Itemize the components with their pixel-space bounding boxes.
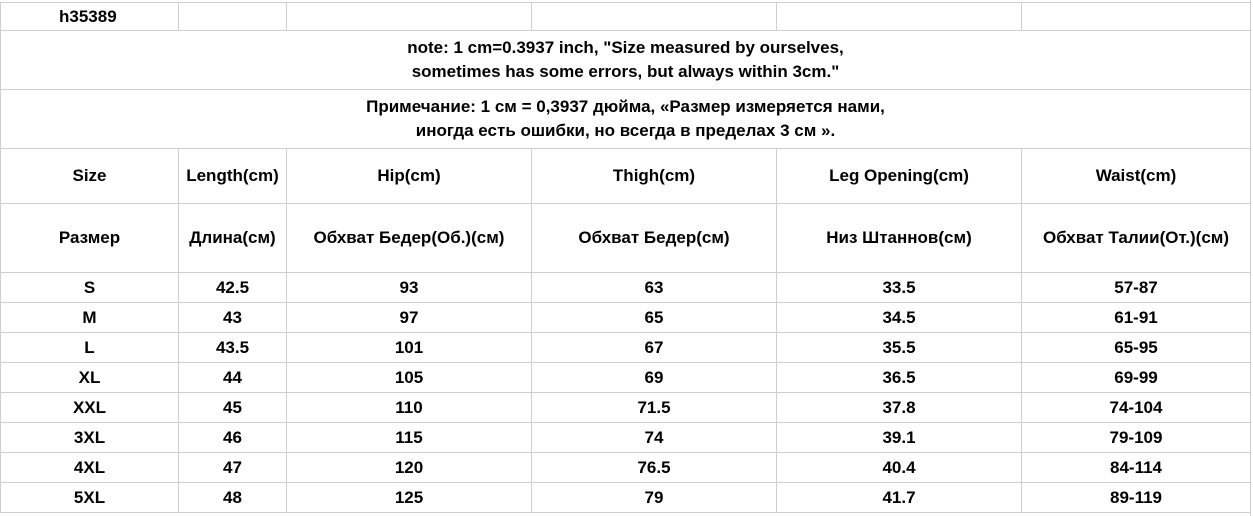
note-english-line: sometimes has some errors, but always within 3cm." bbox=[411, 62, 840, 81]
header-hip: Hip(cm) bbox=[287, 149, 532, 204]
empty-cell bbox=[532, 3, 777, 31]
hip-cell: 110 bbox=[287, 393, 532, 423]
waist-cell: 74-104 bbox=[1022, 393, 1251, 423]
hip-cell: 120 bbox=[287, 453, 532, 483]
leg-opening-cell: 33.5 bbox=[777, 273, 1022, 303]
hip-cell: 101 bbox=[287, 333, 532, 363]
header-waist: Waist(cm) bbox=[1022, 149, 1251, 204]
hip-cell: 97 bbox=[287, 303, 532, 333]
thigh-cell: 71.5 bbox=[532, 393, 777, 423]
table-row bbox=[1, 483, 1251, 513]
thigh-cell: 74 bbox=[532, 423, 777, 453]
size-cell: XL bbox=[1, 363, 179, 393]
header-waist-ru: Обхват Талии(От.)(см) bbox=[1022, 204, 1251, 273]
leg-opening-cell: 39.1 bbox=[777, 423, 1022, 453]
leg-opening-cell: 37.8 bbox=[777, 393, 1022, 423]
waist-cell: 84-114 bbox=[1022, 453, 1251, 483]
length-cell: 45 bbox=[179, 393, 287, 423]
empty-cell bbox=[287, 3, 532, 31]
size-cell: 5XL bbox=[1, 483, 179, 513]
hip-cell: 125 bbox=[287, 483, 532, 513]
hip-cell: 115 bbox=[287, 423, 532, 453]
empty-cell bbox=[179, 3, 287, 31]
table-row bbox=[1, 303, 1251, 333]
waist-cell: 57-87 bbox=[1022, 273, 1251, 303]
product-code-row bbox=[1, 3, 1251, 31]
length-cell: 46 bbox=[179, 423, 287, 453]
hip-cell: 93 bbox=[287, 273, 532, 303]
table-row bbox=[1, 393, 1251, 423]
length-cell: 48 bbox=[179, 483, 287, 513]
table-row bbox=[1, 333, 1251, 363]
header-leg-opening: Leg Opening(cm) bbox=[777, 149, 1022, 204]
thigh-cell: 69 bbox=[532, 363, 777, 393]
hip-cell: 105 bbox=[287, 363, 532, 393]
table-row bbox=[1, 453, 1251, 483]
waist-cell: 69-99 bbox=[1022, 363, 1251, 393]
length-cell: 44 bbox=[179, 363, 287, 393]
leg-opening-cell: 34.5 bbox=[777, 303, 1022, 333]
length-cell: 42.5 bbox=[179, 273, 287, 303]
empty-cell bbox=[777, 3, 1022, 31]
leg-opening-cell: 35.5 bbox=[777, 333, 1022, 363]
header-thigh: Thigh(cm) bbox=[532, 149, 777, 204]
leg-opening-cell: 36.5 bbox=[777, 363, 1022, 393]
table-row bbox=[1, 363, 1251, 393]
header-size: Size bbox=[1, 149, 179, 204]
size-chart-table bbox=[0, 2, 1251, 513]
leg-opening-cell: 40.4 bbox=[777, 453, 1022, 483]
size-cell: S bbox=[1, 273, 179, 303]
size-cell: L bbox=[1, 333, 179, 363]
thigh-cell: 79 bbox=[532, 483, 777, 513]
length-cell: 43.5 bbox=[179, 333, 287, 363]
length-cell: 47 bbox=[179, 453, 287, 483]
thigh-cell: 65 bbox=[532, 303, 777, 333]
waist-cell: 65-95 bbox=[1022, 333, 1251, 363]
size-cell: 3XL bbox=[1, 423, 179, 453]
table-row bbox=[1, 423, 1251, 453]
header-thigh-ru: Обхват Бедер(см) bbox=[532, 204, 777, 273]
thigh-cell: 67 bbox=[532, 333, 777, 363]
leg-opening-cell: 41.7 bbox=[777, 483, 1022, 513]
header-row-russian bbox=[1, 204, 1251, 273]
header-length: Length(cm) bbox=[179, 149, 287, 204]
thigh-cell: 63 bbox=[532, 273, 777, 303]
header-hip-ru: Обхват Бедер(Об.)(см) bbox=[287, 204, 532, 273]
empty-cell bbox=[1022, 3, 1251, 31]
size-cell: 4XL bbox=[1, 453, 179, 483]
waist-cell: 89-119 bbox=[1022, 483, 1251, 513]
header-length-ru: Длина(см) bbox=[179, 204, 287, 273]
note-russian-row bbox=[1, 90, 1251, 149]
size-cell: M bbox=[1, 303, 179, 333]
thigh-cell: 76.5 bbox=[532, 453, 777, 483]
note-russian bbox=[1, 90, 1251, 149]
size-cell: XXL bbox=[1, 393, 179, 423]
note-english-line: note: 1 cm=0.3937 inch, "Size measured by ourselves, bbox=[407, 38, 844, 57]
note-russian-line: иногда есть ошибки, но всегда в пределах 3 см ». bbox=[415, 121, 836, 140]
note-russian-line: Примечание: 1 см = 0,3937 дюйма, «Размер измеряется нами, bbox=[366, 97, 885, 116]
header-row-english bbox=[1, 149, 1251, 204]
waist-cell: 79-109 bbox=[1022, 423, 1251, 453]
note-english bbox=[1, 31, 1251, 90]
note-english-row bbox=[1, 31, 1251, 90]
table-row bbox=[1, 273, 1251, 303]
product-code: h35389 bbox=[1, 3, 179, 31]
length-cell: 43 bbox=[179, 303, 287, 333]
waist-cell: 61-91 bbox=[1022, 303, 1251, 333]
header-size-ru: Размер bbox=[1, 204, 179, 273]
header-leg-opening-ru: Низ Штаннов(см) bbox=[777, 204, 1022, 273]
